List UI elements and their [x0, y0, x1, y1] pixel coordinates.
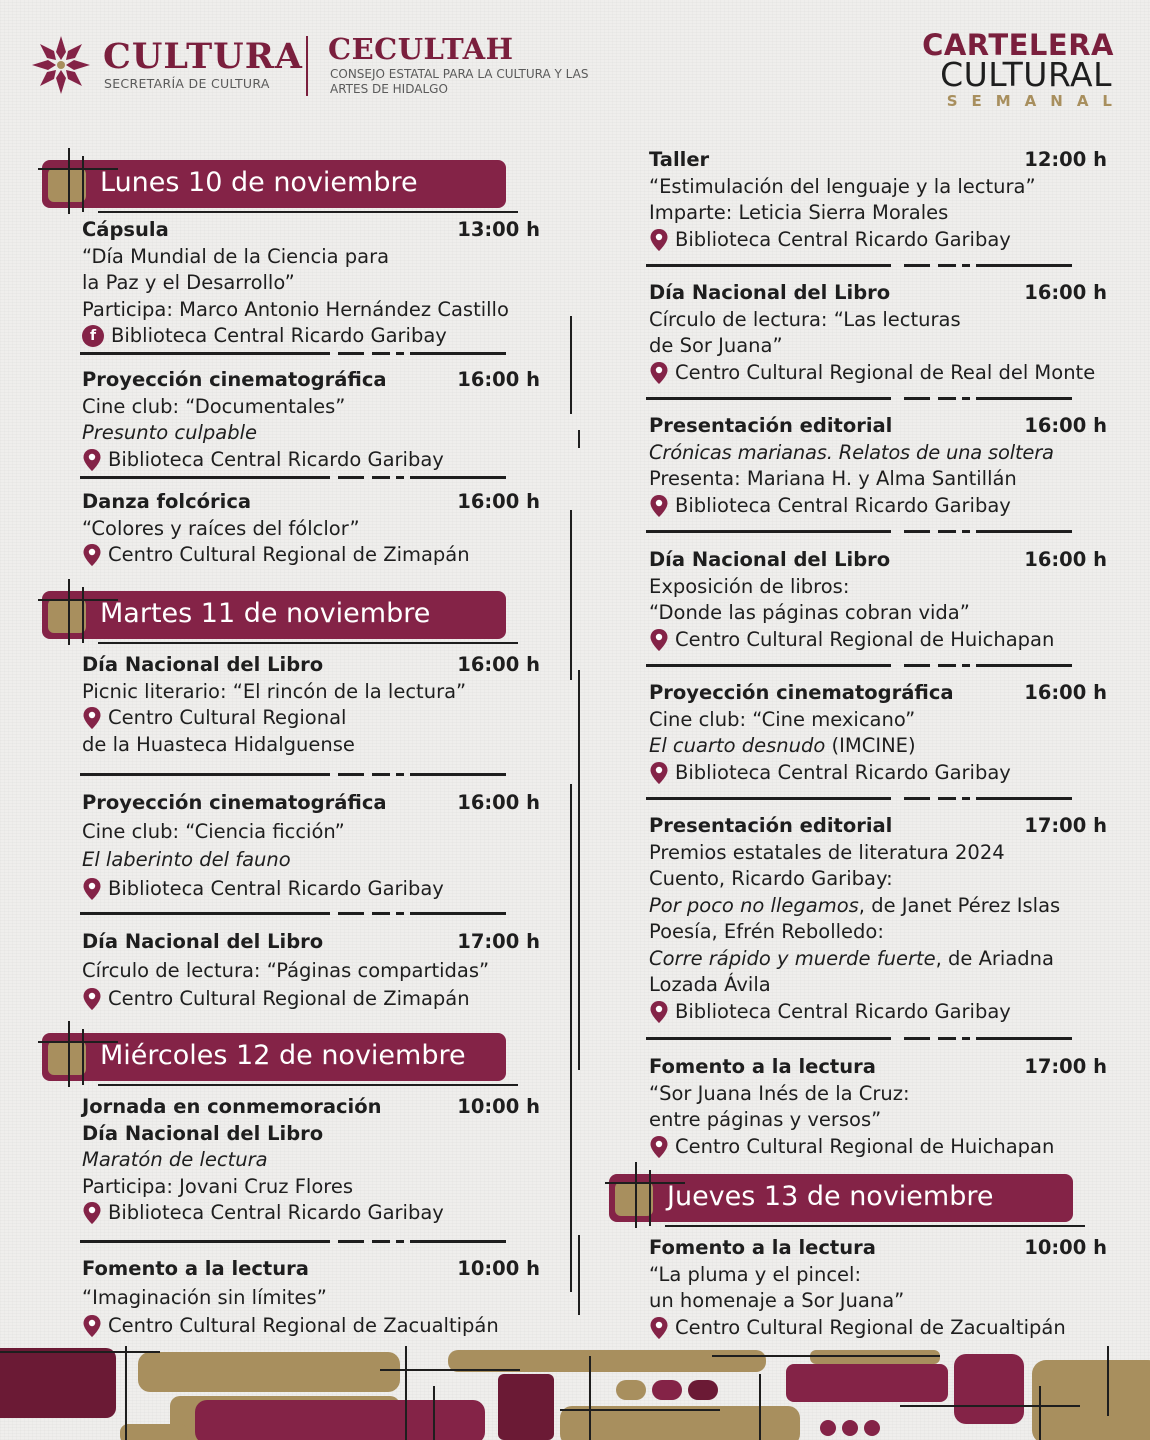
event-title-cont: Día Nacional del Libro	[82, 1121, 324, 1145]
location-pin-icon	[649, 628, 669, 652]
event-book-title: Corre rápido y muerde fuerte	[649, 946, 936, 970]
location-pin-icon	[649, 1135, 669, 1159]
event-picnic-literario	[82, 652, 540, 758]
event-detail: “Día Mundial de la Ciencia para	[82, 244, 390, 268]
cecultah-logotype: CECULTAH	[328, 32, 514, 66]
cultura-logotype: CULTURA	[103, 36, 303, 77]
event-detail: Círculo de lectura: “Las lecturas	[649, 307, 961, 331]
event-film-source: (IMCINE)	[825, 734, 916, 757]
event-proyeccion-ciencia-ficcion	[82, 790, 540, 902]
event-title: Fomento a la lectura	[649, 1055, 876, 1078]
event-film-title: El cuarto desnudo	[649, 734, 826, 757]
column-divider	[570, 510, 572, 680]
event-la-pluma-y-el-pincel	[649, 1235, 1107, 1341]
column-divider	[578, 430, 580, 448]
event-location: Centro Cultural Regional de Zacualtipán	[108, 1314, 499, 1337]
event-title: Cápsula	[82, 218, 169, 241]
event-location: Biblioteca Central Ricardo Garibay	[108, 876, 444, 900]
event-location: Biblioteca Central Ricardo Garibay	[111, 324, 447, 347]
event-time: 10:00 h	[1024, 1236, 1107, 1259]
event-detail: Cine club: “Ciencia ficción”	[82, 819, 345, 843]
location-pin-icon	[82, 448, 102, 472]
event-time: 16:00 h	[1024, 681, 1107, 704]
event-imaginacion-sin-limites	[82, 1256, 540, 1340]
event-location: Centro Cultural Regional de Zimapán	[108, 987, 470, 1010]
event-book-title: Crónicas marianas. Relatos de una soltera	[649, 440, 1054, 464]
location-pin-icon	[82, 706, 102, 730]
cultura-star-logo	[30, 34, 92, 96]
day-label: Miércoles 12 de noviembre	[100, 1040, 466, 1071]
column-divider	[570, 784, 572, 1024]
event-time: 16:00 h	[457, 490, 540, 513]
event-detail: Picnic literario: “El rincón de la lectura”	[82, 679, 467, 703]
decorative-footer-pattern	[0, 1346, 1150, 1440]
event-location-cont: de la Huasteca Hidalguense	[82, 732, 355, 756]
event-film-title: Presunto culpable	[82, 421, 258, 444]
event-title: Jornada en conmemoración	[82, 1095, 382, 1118]
event-location: Biblioteca Central Ricardo Garibay	[675, 493, 1011, 517]
column-divider	[570, 316, 572, 414]
event-title: Presentación editorial	[649, 814, 893, 837]
event-time: 12:00 h	[1024, 148, 1107, 171]
semanal-title: SEMANAL	[946, 92, 1126, 110]
event-time: 16:00 h	[457, 368, 540, 391]
event-premios-estatales	[649, 813, 1107, 1025]
event-author-cont: Lozada Ávila	[649, 973, 771, 996]
event-location: Biblioteca Central Ricardo Garibay	[675, 227, 1011, 251]
event-location: Centro Cultural Regional de Real del Monte	[675, 360, 1096, 384]
event-danza-folclorica	[82, 489, 540, 569]
event-lecturas-sor-juana	[649, 280, 1107, 386]
event-detail: “La pluma y el pincel:	[649, 1262, 862, 1286]
event-detail: Poesía, Efrén Rebolledo:	[649, 920, 884, 943]
location-pin-icon	[649, 361, 669, 385]
location-pin-icon	[649, 228, 669, 252]
event-title: Danza folcórica	[82, 490, 252, 513]
event-location: Biblioteca Central Ricardo Garibay	[108, 1201, 444, 1224]
location-pin-icon	[82, 543, 102, 567]
cecultah-subtitle: CONSEJO ESTATAL PARA LA CULTURA Y LAS ARTES DE HIDALGO	[330, 67, 589, 96]
event-presenters: Presenta: Mariana H. y Alma Santillán	[649, 467, 1017, 490]
column-divider	[570, 1024, 572, 1292]
event-time: 10:00 h	[457, 1257, 540, 1280]
event-location: Centro Cultural Regional de Zimapán	[108, 543, 470, 566]
location-pin-icon	[649, 1000, 669, 1024]
day-label: Lunes 10 de noviembre	[100, 167, 418, 198]
event-cronicas-marianas	[649, 413, 1107, 519]
event-detail: Maratón de lectura	[82, 1148, 268, 1171]
event-location: Centro Cultural Regional de Huichapan	[675, 1134, 1055, 1158]
location-pin-icon	[82, 1314, 102, 1338]
cartelera-title: CARTELERA	[922, 28, 1114, 62]
event-location: Biblioteca Central Ricardo Garibay	[675, 999, 1011, 1023]
event-participant: Participa: Jovani Cruz Flores	[82, 1174, 354, 1198]
location-pin-icon	[649, 1316, 669, 1340]
event-book-title: Por poco no llegamos	[649, 893, 859, 917]
event-exposicion-libros	[649, 547, 1107, 653]
location-pin-icon	[649, 494, 669, 518]
event-time: 17:00 h	[1024, 1055, 1107, 1078]
event-time: 16:00 h	[1024, 414, 1107, 437]
event-detail: “Sor Juana Inés de la Cruz:	[649, 1081, 910, 1105]
event-location: Centro Cultural Regional	[108, 706, 347, 729]
event-detail: Exposición de libros:	[649, 574, 850, 598]
event-paginas-compartidas	[82, 929, 540, 1013]
event-detail: “Imaginación sin límites”	[82, 1285, 327, 1309]
event-time: 13:00 h	[457, 218, 540, 241]
event-title: Fomento a la lectura	[82, 1257, 309, 1280]
event-film-title: El laberinto del fauno	[82, 848, 291, 871]
event-location: Centro Cultural Regional de Huichapan	[675, 627, 1055, 651]
event-time: 16:00 h	[457, 791, 540, 814]
facebook-icon: f	[82, 325, 104, 347]
event-time: 16:00 h	[1024, 281, 1107, 304]
event-time: 10:00 h	[457, 1095, 540, 1118]
event-title: Proyección cinematográfica	[649, 681, 954, 704]
event-location: Biblioteca Central Ricardo Garibay	[675, 760, 1011, 784]
event-capsula	[82, 217, 540, 350]
event-detail: un homenaje a Sor Juana”	[649, 1289, 905, 1312]
day-label: Jueves 13 de noviembre	[667, 1181, 994, 1212]
event-detail: Premios estatales de literatura 2024	[649, 840, 1005, 864]
event-detail: “Colores y raíces del fólclor”	[82, 516, 360, 540]
event-detail: de Sor Juana”	[649, 334, 783, 357]
event-detail: entre páginas y versos”	[649, 1108, 882, 1131]
event-detail: Cine club: “Documentales”	[82, 394, 346, 418]
event-time: 17:00 h	[1024, 814, 1107, 837]
event-title: Día Nacional del Libro	[82, 930, 324, 953]
location-pin-icon	[82, 1201, 102, 1225]
event-taller	[649, 147, 1107, 253]
event-location: Biblioteca Central Ricardo Garibay	[108, 447, 444, 471]
event-detail: Cuento, Ricardo Garibay:	[649, 867, 893, 890]
event-time: 16:00 h	[457, 653, 540, 676]
column-divider	[578, 1235, 580, 1315]
day-label: Martes 11 de noviembre	[100, 598, 431, 629]
brand-divider	[306, 36, 308, 96]
event-title: Presentación editorial	[649, 414, 893, 437]
column-divider	[578, 670, 580, 1070]
event-title: Taller	[649, 148, 710, 171]
event-detail: “Donde las páginas cobran vida”	[649, 601, 970, 624]
location-pin-icon	[82, 877, 102, 901]
event-jornada-conmemoracion	[82, 1094, 540, 1227]
event-title: Día Nacional del Libro	[82, 653, 324, 676]
event-title: Día Nacional del Libro	[649, 548, 891, 571]
event-title: Proyección cinematográfica	[82, 368, 387, 391]
event-author: , de Ariadna	[935, 946, 1054, 970]
event-time: 17:00 h	[457, 930, 540, 953]
event-detail: Círculo de lectura: “Páginas compartidas”	[82, 958, 490, 982]
event-title: Fomento a la lectura	[649, 1236, 876, 1259]
event-author: , de Janet Pérez Islas	[858, 893, 1061, 917]
location-pin-icon	[649, 761, 669, 785]
event-participant: Participa: Marco Antonio Hernández Castillo	[82, 297, 509, 321]
event-instructor: Imparte: Leticia Sierra Morales	[649, 201, 949, 224]
event-detail: “Estimulación del lenguaje y la lectura”	[649, 174, 1036, 198]
event-cine-mexicano	[649, 680, 1107, 786]
cultural-title: CULTURAL	[940, 55, 1112, 94]
event-title: Proyección cinematográfica	[82, 791, 387, 814]
event-entre-paginas-y-versos	[649, 1054, 1107, 1160]
location-pin-icon	[82, 987, 102, 1011]
event-proyeccion-documentales	[82, 367, 540, 473]
secretaria-subtitle: SECRETARÍA DE CULTURA	[104, 76, 270, 91]
event-location: Centro Cultural Regional de Zacualtipán	[675, 1315, 1066, 1339]
event-detail: Cine club: “Cine mexicano”	[649, 707, 916, 731]
event-detail: la Paz y el Desarrollo”	[82, 271, 295, 294]
event-title: Día Nacional del Libro	[649, 281, 891, 304]
event-time: 16:00 h	[1024, 548, 1107, 571]
